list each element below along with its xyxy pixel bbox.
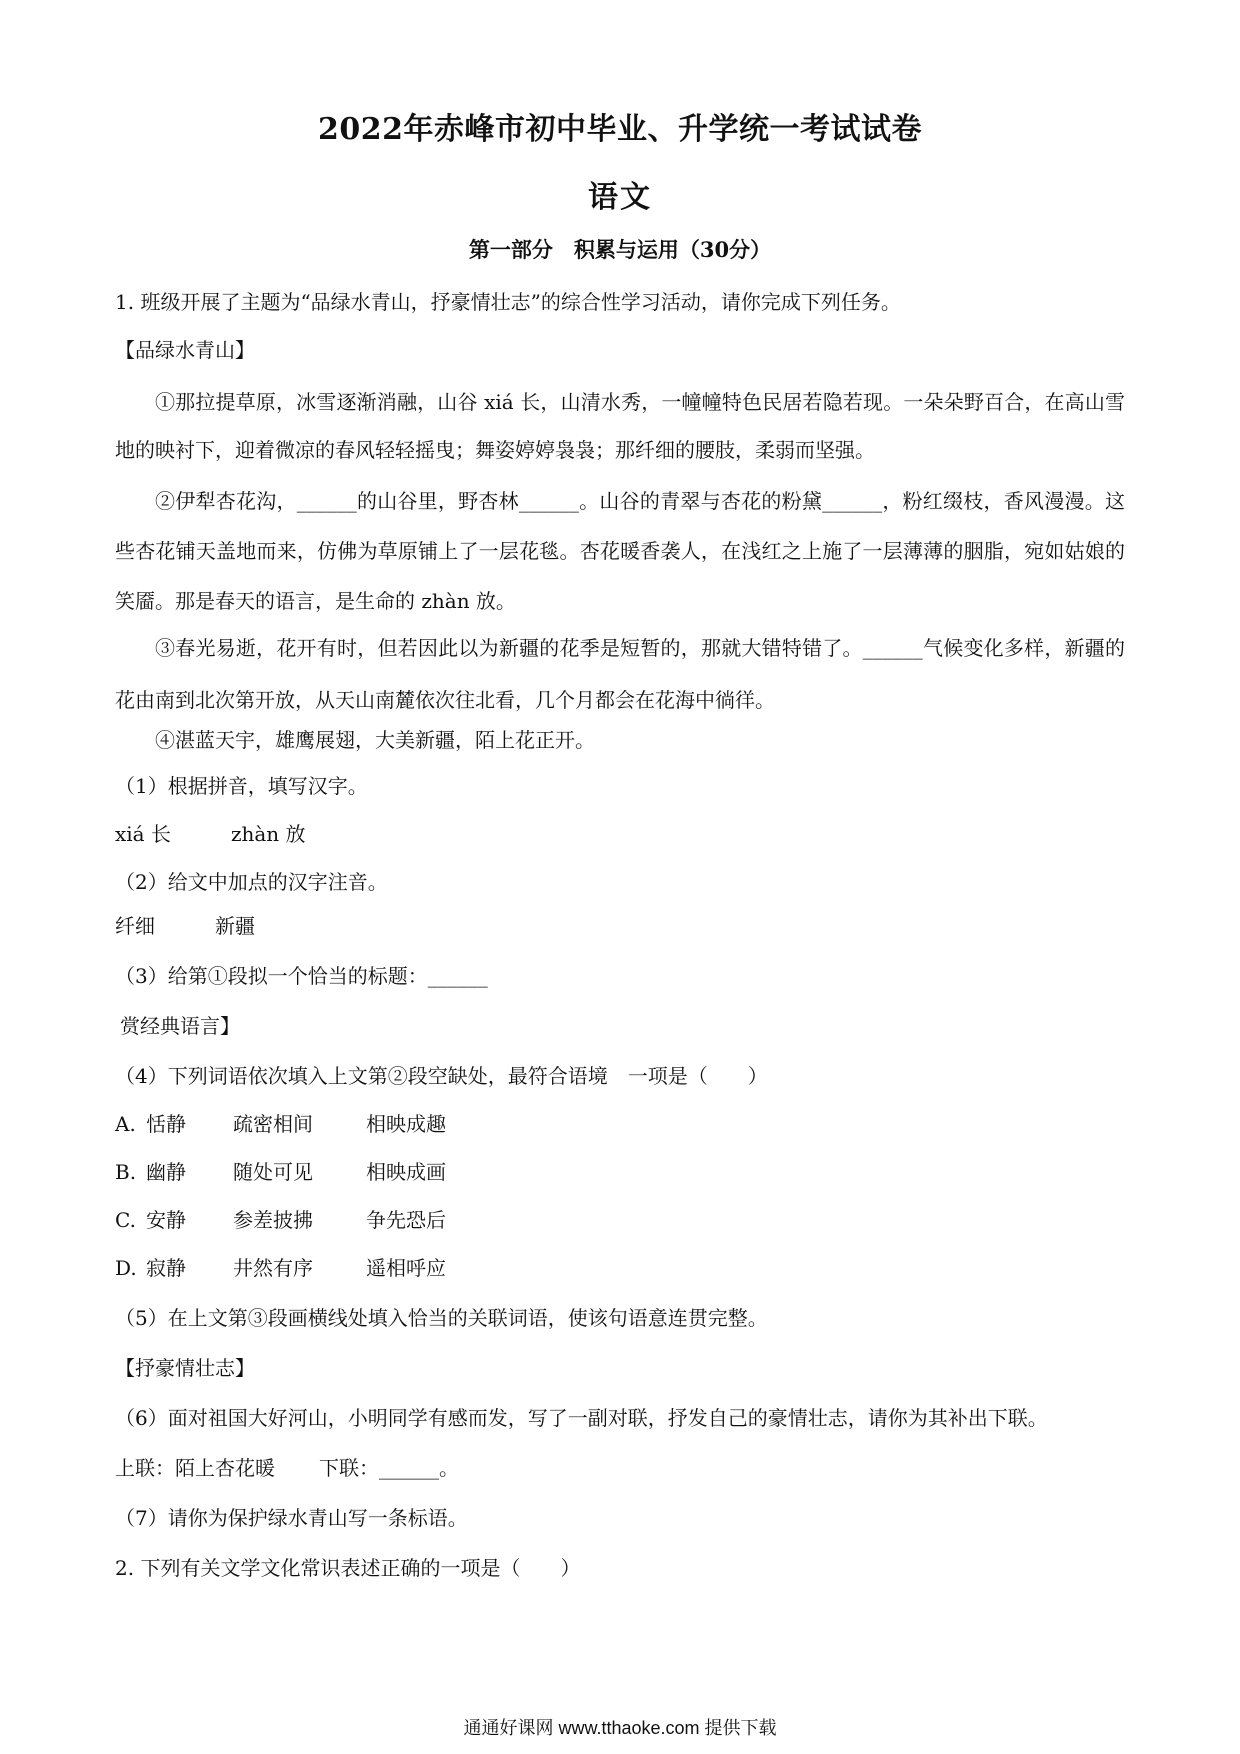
sub-question-5: （5）在上文第③段画横线处填入恰当的关联词语，使该句语意连贯完整。 (115, 1306, 768, 1330)
option-a: A. 恬静 疏密相间 相映成趣 (115, 1112, 446, 1136)
section-heading-1: 【品绿水青山】 (115, 338, 255, 362)
section-heading-3: 【抒豪情壮志】 (115, 1356, 255, 1380)
annotation-item-a: 纤细 (115, 914, 155, 938)
option-d: D. 寂静 井然有序 遥相呼应 (115, 1256, 446, 1280)
option-b: B. 幽静 随处可见 相映成画 (115, 1160, 446, 1184)
pinyin-items (115, 818, 306, 847)
question-2-intro: 2. 下列有关文学文化常识表述正确的一项是（ ） (115, 1556, 581, 1580)
sub-question-3: （3）给第①段拟一个恰当的标题：______ (115, 964, 488, 988)
passage-paragraph-2: ②伊犁杏花沟，______的山谷里，野杏林______。山谷的青翠与杏花的粉黛______，粉红缀枝，香风漫漫。这些杏花铺天盖地而来，仿佛为草原铺上了一层花毯。杏花暖香袭人，在浅红之上施了一层薄薄的胭脂，宛如姑娘的笑靥。那是春天的语言，是生命的 zhàn 放。 (115, 489, 1125, 613)
option-c: C. 安静 参差披拂 争先恐后 (115, 1208, 446, 1232)
footer-source: 通通好课网 www.tthaoke.com 提供下载 (463, 1718, 777, 1738)
couplet-lower: 下联：______。 (319, 1456, 459, 1480)
annotation-item-b: 新疆 (215, 914, 255, 938)
passage-paragraph-3: ③春光易逝，花开有时，但若因此以为新疆的花季是短暂的，那就大错特错了。______气候变化多样，新疆的花由南到北次第开放，从天山南麓依次往北看，几个月都会在花海中徜徉。 (115, 636, 1125, 712)
couplet-lines (115, 1452, 459, 1481)
passage-paragraph-1: ①那拉提草原，冰雪逐渐消融，山谷 xiá 长，山清水秀，一幢幢特色民居若隐若现。一朵朵野百合，在高山雪地的映衬下，迎着微凉的春风轻轻摇曳；舞姿婷婷袅袅；那纤细的腰肢，柔弱而坚强。 (115, 390, 1125, 462)
question-1-intro: 1. 班级开展了主题为“品绿水青山，抒豪情壮志”的综合性学习活动，请你完成下列任务。 (115, 290, 901, 314)
couplet-upper: 上联：陌上杏花暖 (115, 1456, 275, 1480)
exam-title: 2022年赤峰市初中毕业、升学统一考试试卷 (318, 112, 922, 147)
sub-question-2: （2）给文中加点的汉字注音。 (115, 870, 388, 894)
section-heading-2: 赏经典语言】 (120, 1014, 240, 1038)
subject-title: 语文 (588, 180, 652, 215)
sub-question-7: （7）请你为保护绿水青山写一条标语。 (115, 1506, 468, 1530)
sub-question-6: （6）面对祖国大好河山，小明同学有感而发，写了一副对联，抒发自己的豪情壮志，请你为其补出下联。 (115, 1406, 1048, 1430)
passage-paragraph-4: ④湛蓝天宇，雄鹰展翅，大美新疆，陌上花正开。 (155, 728, 595, 752)
part-heading: 第一部分 积累与运用（30分） (468, 237, 772, 262)
sub-question-1: （1）根据拼音，填写汉字。 (115, 774, 368, 798)
pinyin-item-b: zhàn 放 (230, 822, 306, 846)
sub-question-4: （4）下列词语依次填入上文第②段空缺处，最符合语境 一项是（ ） (115, 1064, 768, 1088)
annotation-items (115, 910, 255, 939)
pinyin-item-a: xiá 长 (115, 822, 171, 846)
